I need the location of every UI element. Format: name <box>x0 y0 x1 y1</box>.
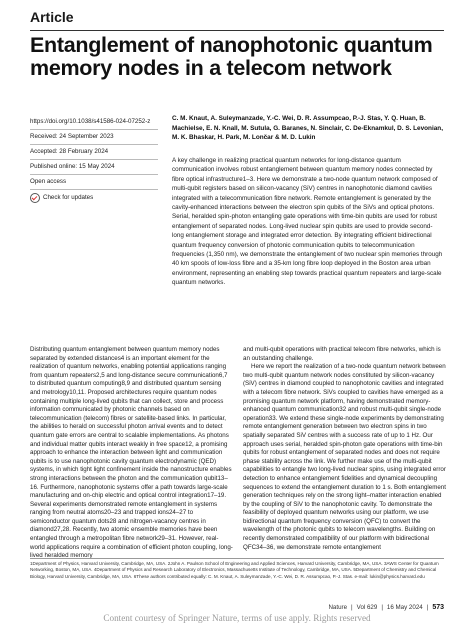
check-updates-icon <box>30 193 40 203</box>
footnote-divider <box>30 558 444 559</box>
body-paragraph: Here we report the realization of a two-node quantum network between two multi-qubit quantum network nodes constituted by silicon-vacancy (SiV) centres in diamond coupled to nanophotonic cavities and integrated with a telecom fibre network. SiVs coupled to cavities have emerged as a promising quantum network platform, having demonstrated memory-enhanced quantum communication32 and robust multi-qubit single-node operation33. We extend these single-node experiments by demonstrating remote entanglement generation between two electron spins in two spatially separated SiV centres with a success rate of up to 1 Hz. Our approach uses serial, heralded spin-photon gate operations with time-bin qubits for robust entanglement of separated nodes and does not require phase stability across the link. We further make use of the multi-qubit capabilities to entangle two long-lived nuclear spins, using integrated error detection to enhance entanglement fidelities and dynamical decoupling sequences to extend the entanglement duration to 1 s. Both entanglement generation techniques rely on the strong light–matter interaction enabled by the coupling of SiV to the nanophotonic cavity. To demonstrate the feasibility of deployed quantum networks using our platform, we use bidirectional quantum frequency conversion (QFC) to convert the wavelength of the photonic qubits to telecom wavelengths. Building on recently demonstrated compatibility of our platform with bidirectional QFC34–36, we demonstrate remote entanglement <box>243 363 446 551</box>
doi-link[interactable]: https://doi.org/10.1038/s41586-024-07252-z <box>30 118 151 125</box>
page-number: 573 <box>432 604 444 611</box>
page-footer: Nature | Vol 629 | 16 May 2024 | 573 <box>328 604 444 611</box>
issue-date: 16 May 2024 <box>386 604 423 611</box>
body-column-left <box>30 346 233 561</box>
abstract: A key challenge in realizing practical quantum networks for long-distance quantum communication involves robust entanglement between quantum memory nodes connected by fibre optical infrastructure1–3. Here we demonstrate a two-node quantum network composed of multi-qubit registers based on silicon-vacancy (SiV) centres in nanophotonic diamond cavities integrated with a telecommunication fibre network. Remote entanglement is generated by the cavity-enhanced interactions between the electron spin qubits of the SiVs and optical photons. Serial, heralded spin-photon entangling gate operations with time-bin qubits are used for robust entanglement of separated nodes. Long-lived nuclear spin qubits are used to provide second-long entanglement storage and integrated error detection. By integrating efficient bidirectional quantum frequency conversion of photonic communication qubits to telecommunication frequencies (1,350 nm), we demonstrate the entanglement of two nuclear spin memories through 40 km spools of low-loss fibre and a 35-km long fibre loop deployed in the Boston area urban environment, representing an enabling step towards practical quantum repeaters and large-scale quantum networks. <box>172 157 443 287</box>
open-access-label: Open access <box>30 174 158 189</box>
body-paragraph: and multi-qubit operations with practical telecom fibre networks, which is an outstanding challenge. <box>243 346 441 362</box>
title-divider <box>30 30 444 31</box>
article-metadata <box>30 115 158 206</box>
check-updates-label: Check for updates <box>43 194 94 201</box>
courtesy-watermark: Content courtesy of Springer Nature, terms of use apply. Rights reserved <box>103 613 371 623</box>
volume: Vol 629 <box>356 604 378 611</box>
affiliations-footnote: 1Department of Physics, Harvard University, Cambridge, MA, USA. 2John A. Paulson School of Engineering and Applied Sciences, Harvard University, Cambridge, MA, USA. 3AWS Center for Quantum Networking, Boston, MA, USA. 4Department of Physics and Research Laboratory of Electronics, Massachusetts Institute of Technology, Cambridge, MA, USA. 5Department of Chemistry and Chemical Biology, Harvard University, Cambridge, MA, USA. 6These authors contributed equally: C. M. Knaut, A. Suleymanzade, Y.-C. Wei, D. R. Assumpcao, P.-J. Stas. e-mail: lukin@physics.harvard.edu <box>30 561 439 579</box>
article-title: Entanglement of nanophotonic quantum memory nodes in a telecom network <box>30 33 433 80</box>
accepted-date: Accepted: 28 February 2024 <box>30 144 158 159</box>
body-column-right <box>243 346 446 552</box>
author-list: C. M. Knaut, A. Suleymanzade, Y.-C. Wei, D. R. Assumpcao, P.-J. Stas, Y. Q. Huan, B. Machielse, E. N. Knall, M. Sutula, G. Baranes, N. Sinclair, C. De-Eknamkul, D. S. Levonian, M. K. Bhaskar, H. Park, M. Lončar & M. D. Lukin <box>172 115 443 142</box>
article-type-label: Article <box>30 9 74 25</box>
body-paragraph: Distributing quantum entanglement between quantum memory nodes separated by extended distances4 is an important element for the realization of quantum networks, enabling potential applications ranging from quantum repeaters2,5 and long-distance secure communication6,7 to distributed quantum computing8,9 and distributed quantum sensing and metrology10,11. Proposed architectures require quantum nodes containing multiple long-lived qubits that can collect, store and process information communicated by photonic channels based on telecommunication (telecom) fibres or satellite-based links. In particular, the abilities to herald on successful photon arrival events and to detect quantum gate errors are central to scalable implementations. As photons and individual matter qubits interact weakly in free space12, a promising approach to enhance the interaction between light and communication qubits is to use nanophotonic cavity quantum electrodynamic (QED) systems, in which tight light confinement inside the nanostructure enables strong interactions between the photon and the communication qubit13–16. Furthermore, nanophotonic systems offer a path towards large-scale manufacturing and on-chip electric and optical control integration17–19. Several experiments demonstrated remote entanglement in systems ranging from neutral atoms20–23 and trapped ions24–27 to semiconductor quantum dots28 and nitrogen-vacancy centres in diamond27,28. Recently, two atomic ensemble memories have been entangled through a metropolitan fibre network29–31. However, real-world applications require a combination of efficient photon coupling, long-lived heralded memory <box>30 346 233 560</box>
received-date: Received: 24 September 2023 <box>30 129 158 144</box>
check-for-updates-link[interactable] <box>30 189 158 206</box>
journal-name: Nature <box>328 604 348 611</box>
published-date: Published online: 15 May 2024 <box>30 159 158 174</box>
